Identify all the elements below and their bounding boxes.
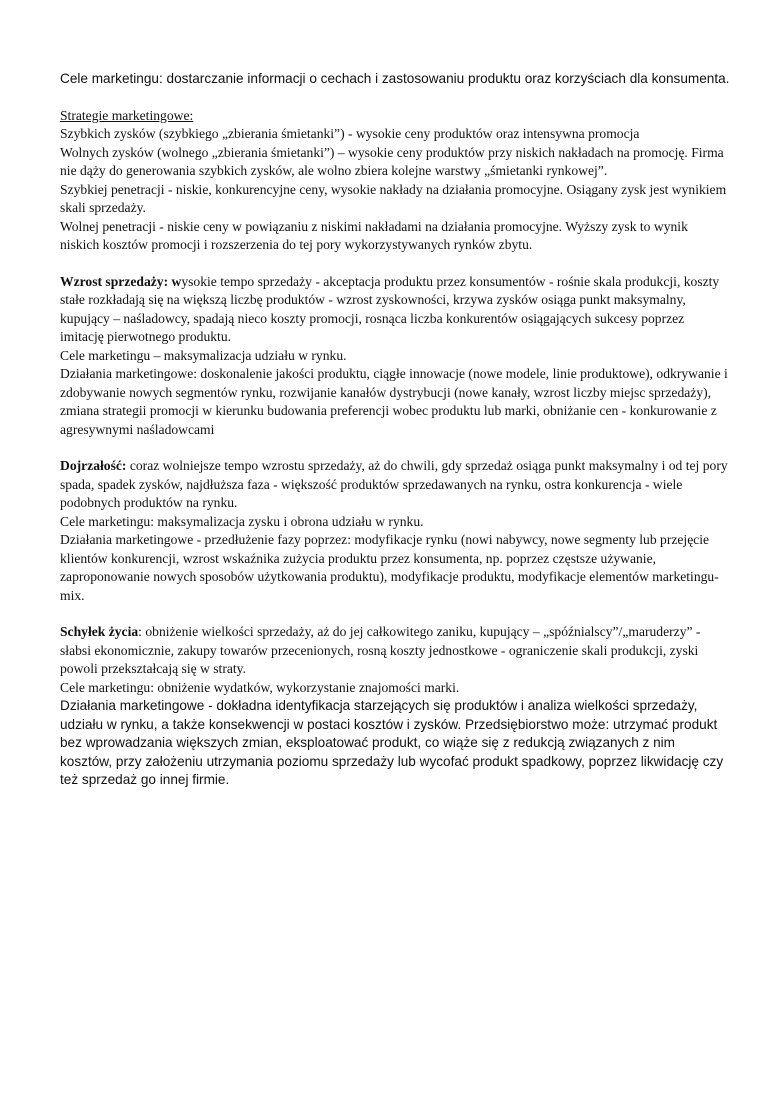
maturity-description — [60, 457, 730, 513]
maturity-title: Dojrzałość: — [60, 458, 127, 473]
growth-title: Wzrost sprzedaży: w — [60, 273, 182, 289]
decline-actions: Działania marketingowe - dokładna identyfikacja starzejących się produktów i analiza wielkości sprzedaży, udziału w rynku, a także konsekwencji w postaci kosztów i zysków. Przedsiębiorstwo może: utrzymać produkt bez wprowadzania większych zmian, eksploatować produkt, co wiąże się z redukcją związanych z nim kosztów, przy założeniu utrzymania poziomu sprzedaży lub wycofać produkt spadkowy, poprzez likwidację czy też sprzedaż go innej firmie. — [60, 698, 724, 787]
maturity-section — [60, 457, 730, 605]
spacer — [60, 439, 730, 457]
document-page — [60, 70, 730, 790]
maturity-desc-text: coraz wolniejsze tempo wzrostu sprzedaży, aż do chwili, gdy sprzedaż osiąga punkt maksymalny i od tej pory spada, spadek zysków, najdłuższa faza - większość produktów sprzedawanych na rynku, ostra konkurencja - wiele podobnych produktów na rynku. — [60, 458, 728, 510]
growth-desc-text: ysokie tempo sprzedaży - akceptacja produktu przez konsumentów - rośnie skala produkcji, koszty stałe rozkładają się na większą liczbę produktów - wzrost zyskowności, krzywa zysków osiąga punkt maksymalny, kupujący – naśladowcy, spadają nieco koszty promocji, rosnąca liczba konkurentów osiągających sukcesy poprzez imitację pierwotnego produktu. — [60, 273, 720, 344]
decline-goals: Cele marketingu: obniżenie wydatków, wykorzystanie znajomości marki. — [60, 679, 460, 695]
strategy-slow-penetration: Wolnej penetracji - niskie ceny w powiązaniu z niskimi nakładami na działania promocyjne. Wyższy zysk to wynik niskich kosztów promocji i rozszerzenia do tej pory wykorzystywanych rynków zbytu. — [60, 218, 688, 252]
spacer — [60, 605, 730, 623]
growth-section — [60, 273, 730, 440]
growth-actions: Działania marketingowe: doskonalenie jakości produktu, ciągłe innowacje (nowe modele, linie produktowe), odkrywanie i zdobywanie nowych segmentów rynku, rozwijanie kanałów dystrybucji (nowe kanały, wzrost liczby miejsc sprzedaży), zmiana strategii promocji w kierunku budowania preferencji wobec produktu lub marki, obniżanie cen - konkurowanie z agresywnymi naśladowcami — [60, 366, 728, 437]
strategy-fast-skimming: Szybkich zysków (szybkiego „zbierania śmietanki”) - wysokie ceny produktów oraz intensywna promocja — [60, 126, 640, 141]
decline-description — [60, 623, 730, 679]
decline-desc-text: : obniżenie wielkości sprzedaży, aż do jej całkowitego zaniku, kupujący – „spóźnialscy”/„maruderzy” - słabsi ekonomicznie, zakupy towarów przecenionych, rosną koszty jednostkowe - ograniczenie skali produkcji, zyski powoli przekształcają się w straty. — [60, 624, 701, 676]
intro-paragraph: Cele marketingu: dostarczanie informacji o cechach i zastosowaniu produktu oraz korzyściach dla konsumenta. — [60, 71, 730, 86]
spacer — [60, 255, 730, 273]
growth-goals: Cele marketingu – maksymalizacja udziału w rynku. — [60, 347, 347, 363]
strategies-heading: Strategie marketingowe: — [60, 107, 194, 123]
maturity-goals: Cele marketingu: maksymalizacja zysku i obrona udziału w rynku. — [60, 513, 424, 529]
strategy-slow-skimming: Wolnych zysków (wolnego „zbierania śmietanki”) – wysokie ceny produktów przy niskich nakładach na promocję. Firma nie dąży do generowania szybkich zysków, ale wolno zbiera kolejne warstwy „śmietanki rynkowej”. — [60, 144, 724, 178]
maturity-actions: Działania marketingowe - przedłużenie fazy poprzez: modyfikacje rynku (nowi nabywcy, nowe segmenty lub przejęcie klientów konkurencji, wzrost wskaźnika zużycia produktu przez konsumenta, np. poprzez częstsze używanie, zaproponowanie nowych sposobów użytkowania produktu), modyfikacje produktu, modyfikacje elementów marketingu-mix. — [60, 532, 719, 603]
strategy-fast-penetration: Szybkiej penetracji - niskie, konkurencyjne ceny, wysokie nakłady na działania promocyjne. Osiągany zysk jest wynikiem skali sprzedaży. — [60, 181, 727, 215]
decline-title: Schyłek życia — [60, 624, 139, 639]
strategies-section — [60, 107, 730, 255]
decline-section — [60, 623, 730, 790]
growth-description — [60, 273, 730, 347]
spacer — [60, 89, 730, 107]
